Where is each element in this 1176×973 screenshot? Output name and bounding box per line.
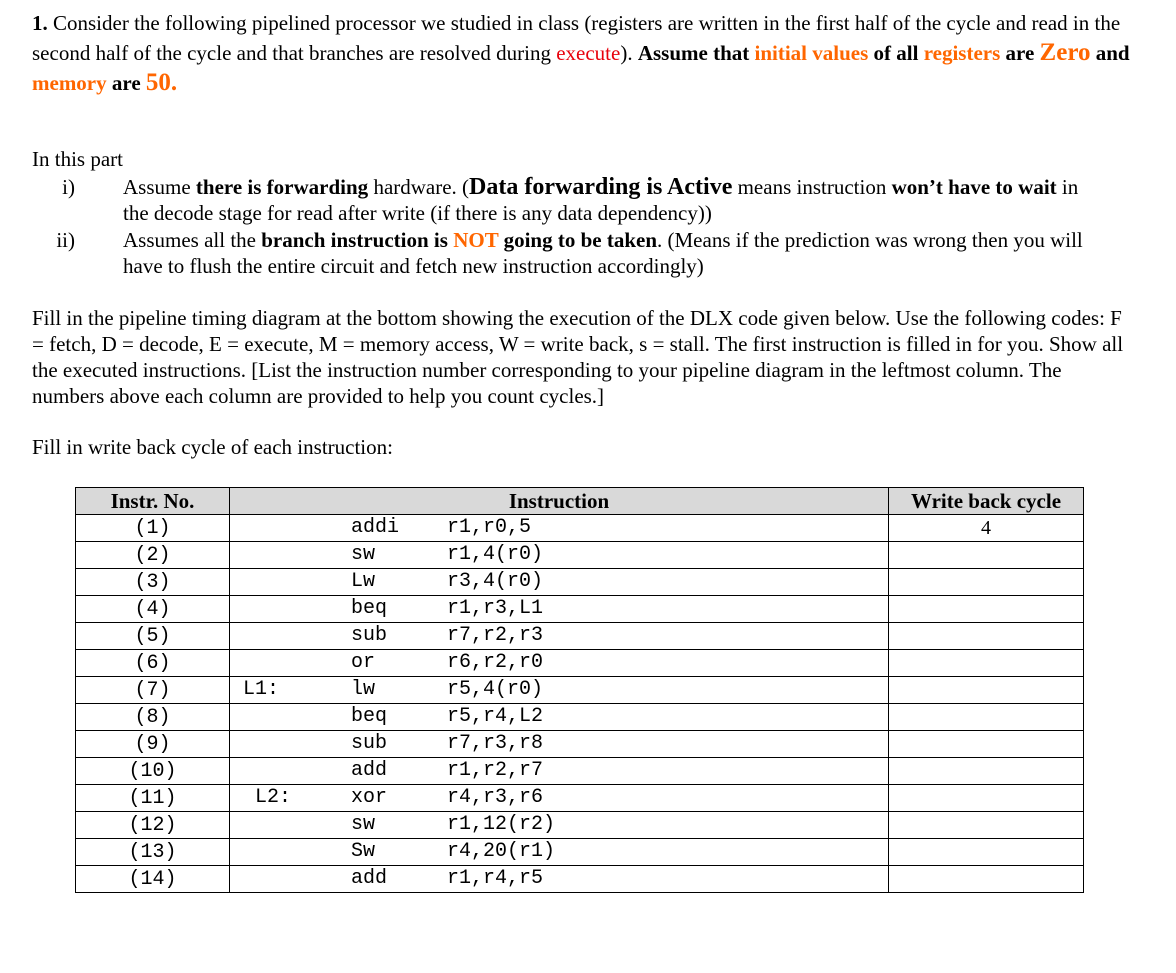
instruction-cell — [230, 839, 889, 866]
text-run-bold: going to be taken — [498, 228, 658, 252]
assume-text: Assume that — [637, 41, 755, 65]
text-run: in the decode stage for read after write (if there is any data dependency)) — [123, 175, 1079, 225]
instruction-opcode: sub — [351, 624, 388, 647]
instruction-operands: r5,r4,L2 — [447, 705, 544, 728]
instruction-operands: r1,r4,r5 — [447, 867, 544, 890]
instr-number-cell: (4) — [76, 596, 230, 623]
instr-number-cell: (5) — [76, 623, 230, 650]
write-back-cycle-cell[interactable] — [889, 866, 1084, 893]
instr-number-cell: (2) — [76, 542, 230, 569]
instruction-operands: r7,r3,r8 — [447, 732, 544, 755]
instruction-label: L1: — [243, 678, 280, 701]
table-row — [76, 785, 1084, 812]
write-back-cycle-cell[interactable] — [889, 839, 1084, 866]
instruction-operands: r6,r2,r0 — [447, 651, 544, 674]
text-run-bold: there is forwarding — [195, 175, 369, 199]
table-row — [76, 650, 1084, 677]
instruction-cell — [230, 623, 889, 650]
write-back-cycle-cell[interactable] — [889, 569, 1084, 596]
table-row — [76, 812, 1084, 839]
list-item-text — [123, 174, 1103, 226]
instr-number-cell: (7) — [76, 677, 230, 704]
part-intro: In this part — [32, 147, 123, 171]
instr-number-cell: (14) — [76, 866, 230, 893]
instruction-cell — [230, 596, 889, 623]
write-back-cycle-cell[interactable] — [889, 812, 1084, 839]
question-number: 1. — [32, 11, 48, 35]
instruction-opcode: add — [351, 759, 388, 782]
instruction-operands: r1,4(r0) — [447, 543, 544, 566]
instruction-opcode: beq — [351, 705, 388, 728]
instruction-opcode: addi — [351, 516, 400, 539]
instr-number-cell: (9) — [76, 731, 230, 758]
instr-number-cell: (10) — [76, 758, 230, 785]
instr-number-cell: (12) — [76, 812, 230, 839]
memory-highlight: memory — [32, 71, 107, 95]
write-back-cycle-cell[interactable] — [889, 704, 1084, 731]
instruction-opcode: xor — [351, 786, 388, 809]
instruction-opcode: Lw — [351, 570, 376, 593]
instruction-opcode: sub — [351, 732, 388, 755]
write-back-cycle-cell[interactable]: 4 — [889, 515, 1084, 542]
instruction-cell — [230, 569, 889, 596]
question-text-1: Consider the following pipelined processor we studied in class (registers are written in the first half of the cycle and read in the second half of the cycle and that branches are resolved during — [32, 11, 1121, 65]
text-run-bold: won’t have to wait — [891, 175, 1057, 199]
instruction-operands: r4,20(r1) — [447, 840, 556, 863]
table-row — [76, 623, 1084, 650]
and-text: and — [1090, 41, 1130, 65]
instructions-paragraph: Fill in the pipeline timing diagram at the bottom showing the execution of the DLX code given below. Use the following codes: F = fetch, D = decode, E = execute, M = memory access, W = write back, s = stall. The first instruction is filled in for you. Show all the executed instructions. [List the instruction number corresponding to your pipeline diagram in the leftmost column. The numbers above each column are provided to help you count cycles.] — [32, 306, 1124, 408]
are-text-1: are — [1000, 41, 1040, 65]
text-run: hardware. ( — [368, 175, 470, 199]
text-run: Assumes all the — [123, 228, 262, 252]
instruction-opcode: add — [351, 867, 388, 890]
instr-number-cell: (13) — [76, 839, 230, 866]
instruction-operands: r7,r2,r3 — [447, 624, 544, 647]
of-all-text: of all — [868, 41, 924, 65]
instruction-operands: r3,4(r0) — [447, 570, 544, 593]
instruction-cell — [230, 758, 889, 785]
write-back-cycle-cell[interactable] — [889, 758, 1084, 785]
not-highlight: NOT — [453, 228, 499, 252]
table-row — [76, 839, 1084, 866]
fifty-highlight: 50. — [145, 69, 178, 96]
write-back-prompt: Fill in write back cycle of each instruction: — [32, 435, 393, 459]
instruction-operands: r1,12(r2) — [447, 813, 556, 836]
instruction-cell — [230, 515, 889, 542]
write-back-cycle-cell[interactable] — [889, 785, 1084, 812]
table-header-row — [76, 488, 1084, 515]
table-row — [76, 758, 1084, 785]
table-row — [76, 677, 1084, 704]
instruction-opcode: Sw — [351, 840, 376, 863]
question-paragraph — [32, 8, 1142, 98]
instruction-cell — [230, 542, 889, 569]
data-forwarding-bold: Data forwarding is Active — [469, 174, 733, 200]
instr-number-cell: (3) — [76, 569, 230, 596]
instr-number-cell: (11) — [76, 785, 230, 812]
instruction-operands: r4,r3,r6 — [447, 786, 544, 809]
table-row — [76, 542, 1084, 569]
instruction-operands: r1,r2,r7 — [447, 759, 544, 782]
instruction-cell — [230, 650, 889, 677]
are-text-2: are — [106, 71, 146, 95]
write-back-cycle-cell[interactable] — [889, 650, 1084, 677]
instruction-opcode: lw — [351, 678, 376, 701]
instruction-cell — [230, 866, 889, 893]
header-instruction: Instruction — [230, 488, 889, 515]
header-write-back-cycle: Write back cycle — [889, 488, 1084, 515]
instruction-operands: r5,4(r0) — [447, 678, 544, 701]
instr-number-cell: (6) — [76, 650, 230, 677]
instruction-cell — [230, 812, 889, 839]
instr-number-cell: (1) — [76, 515, 230, 542]
write-back-cycle-cell[interactable] — [889, 542, 1084, 569]
table-row — [76, 704, 1084, 731]
execute-highlight: execute — [556, 41, 621, 65]
instr-number-cell: (8) — [76, 704, 230, 731]
instruction-cell — [230, 677, 889, 704]
table-row — [76, 569, 1084, 596]
instruction-opcode: beq — [351, 597, 388, 620]
instruction-operands: r1,r0,5 — [447, 516, 532, 539]
table-row — [76, 596, 1084, 623]
instruction-label: L2: — [243, 786, 292, 809]
question-text-2: ). — [620, 41, 638, 65]
write-back-cycle-cell[interactable] — [889, 596, 1084, 623]
table-row — [76, 515, 1084, 542]
instruction-cell — [230, 785, 889, 812]
instruction-table — [75, 487, 1084, 893]
table-row — [76, 731, 1084, 758]
instruction-opcode: sw — [351, 543, 376, 566]
text-run: Assume — [123, 175, 196, 199]
list-item-number: ii) — [56, 228, 75, 252]
instruction-opcode: or — [351, 651, 376, 674]
write-back-cycle-cell[interactable] — [889, 623, 1084, 650]
text-run-bold: branch instruction is — [261, 228, 454, 252]
write-back-cycle-cell[interactable] — [889, 677, 1084, 704]
registers-highlight: registers — [923, 41, 1001, 65]
text-run: . (Means if the prediction was wrong then you will have to flush the entire circuit and fetch new instruction accordingly) — [123, 228, 1083, 278]
write-back-cycle-cell[interactable] — [889, 731, 1084, 758]
header-instr-no: Instr. No. — [76, 488, 230, 515]
list-item-text — [123, 227, 1103, 279]
initial-values-highlight: initial values — [754, 41, 869, 65]
instruction-cell — [230, 731, 889, 758]
instruction-operands: r1,r3,L1 — [447, 597, 544, 620]
text-run: means instruction — [732, 175, 892, 199]
zero-highlight: Zero — [1039, 39, 1091, 66]
list-item-number: i) — [62, 175, 75, 199]
instruction-opcode: sw — [351, 813, 376, 836]
instruction-cell — [230, 704, 889, 731]
table-row — [76, 866, 1084, 893]
